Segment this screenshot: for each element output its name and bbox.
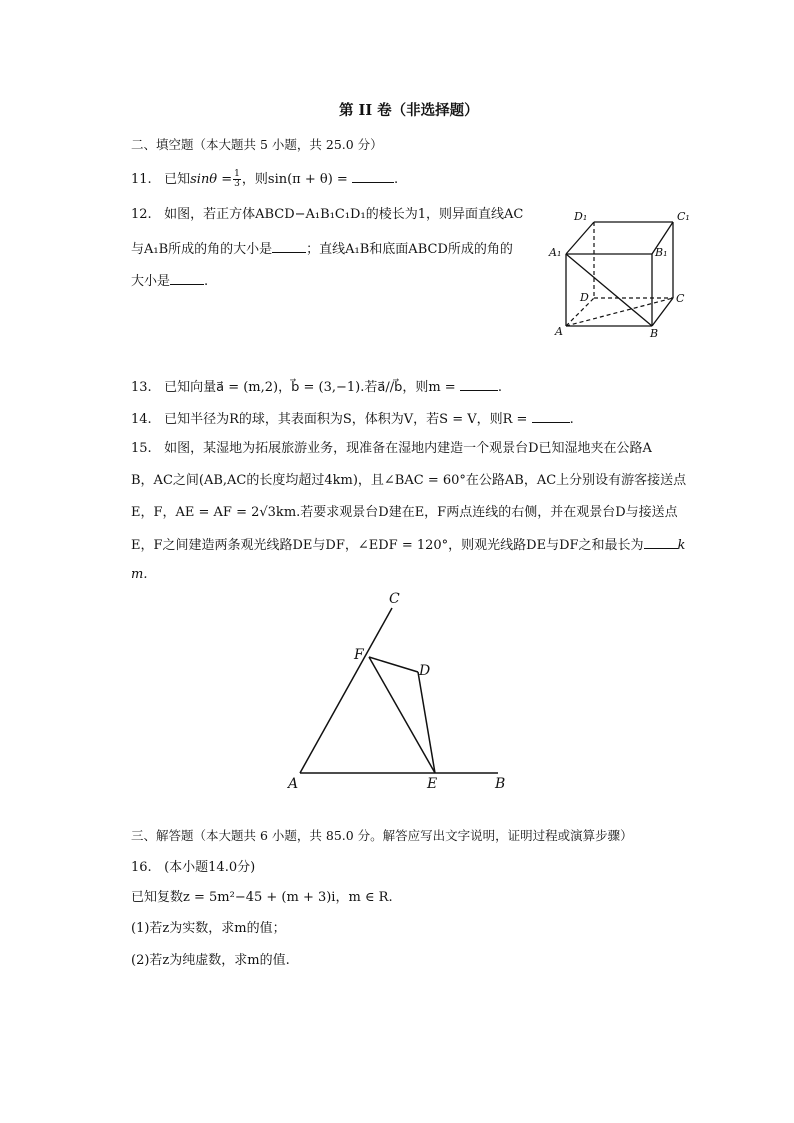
label-b1: B₁ (655, 246, 668, 259)
label-a: A (555, 325, 563, 338)
fig-label-d: D (419, 663, 431, 679)
q15-line4b: k (677, 538, 686, 553)
road-ac (300, 608, 392, 773)
question-15-line4 (131, 536, 685, 554)
label-d: D (580, 291, 589, 304)
q15-line5: m. (131, 567, 148, 582)
q14-answer-blank[interactable] (532, 410, 570, 423)
label-d1: D₁ (574, 210, 588, 223)
q16-part1: (1)若z为实数，求m的值； (131, 921, 286, 936)
fig-label-c: C (389, 591, 400, 607)
q11-number: 11. (131, 172, 152, 187)
q15-line4a: E，F之间建造两条观光线路DE与DF，∠EDF = 120°，则观光线路DE与DF之和最长为 (131, 538, 644, 553)
q12-line2b: ；直线A₁B和底面ABCD所成的角的 (306, 242, 513, 257)
q14-text: 已知半径为R的球，其表面积为S，体积为V，若S = V，则R = (164, 412, 528, 427)
label-c: C (676, 292, 685, 305)
question-14 (131, 410, 574, 428)
q15-line3: E，F，AE = AF = 2√3km.若要求观景台D建在E，F两点连线的右侧，并在观景台D与接送点 (131, 505, 678, 520)
q12-line2a: 与A₁B所成的角的大小是 (131, 242, 273, 257)
q15-line1: 如图，某湿地为拓展旅游业务，现准备在湿地内建造一个观景台D已知湿地夹在公路A (164, 441, 652, 456)
q12-line3b: . (204, 274, 209, 289)
page-title: 第 II 卷（非选择题） (339, 102, 479, 119)
fig-label-f: F (354, 647, 364, 663)
q11-frac-num: 1 (234, 169, 240, 179)
q11-pre: 已知 (164, 172, 191, 187)
q13-end: . (497, 380, 502, 395)
label-a1: A₁ (549, 246, 562, 259)
q16-number: 16. (131, 860, 152, 875)
q12-line1: 如图，若正方体ABCD−A₁B₁C₁D₁的棱长为1，则异面直线AC (164, 207, 524, 222)
q16-stem: 已知复数z = 5m²−45 + (m + 3)i，m ∈ R. (131, 890, 393, 905)
q15-number: 15. (131, 441, 152, 456)
q13-number: 13. (131, 380, 152, 395)
cube-figure (540, 204, 700, 344)
edge-a1-d1 (566, 222, 594, 254)
wetland-figure (280, 585, 520, 800)
q16-score: (本小题14.0分) (164, 860, 256, 875)
q11-answer-blank[interactable] (352, 170, 394, 183)
q13-pre: 已知向量 (164, 380, 217, 395)
q15-line2: B，AC之间(AB,AC的长度均超过4km)，且∠BAC = 60°在公路AB，AC上分别设有游客接送点 (131, 473, 687, 488)
fig-label-e: E (427, 776, 438, 792)
q11-frac-den: 3 (234, 179, 240, 189)
q11-fraction (233, 170, 241, 189)
question-12-line2 (131, 240, 513, 258)
q13-answer-blank[interactable] (460, 378, 498, 391)
q15-answer-blank[interactable] (644, 536, 678, 549)
q13-expr: a⃗ = (m,2)，b⃗ = (3,−1).若a⃗//b⃗，则m = (216, 380, 456, 395)
question-12-line3 (131, 272, 208, 290)
q16-part2: (2)若z为纯虚数，求m的值. (131, 953, 290, 968)
question-12-line1 (131, 207, 523, 223)
question-11 (131, 170, 398, 189)
question-15-line1 (131, 441, 652, 457)
question-16-header (131, 860, 255, 876)
q14-number: 14. (131, 412, 152, 427)
q12-answer-blank-2[interactable] (170, 272, 204, 285)
question-13 (131, 378, 502, 396)
q11-mid: ，则sin(π + θ) = (241, 172, 348, 187)
q14-end: . (569, 412, 574, 427)
q12-line3a: 大小是 (131, 274, 171, 289)
section-fill-header: 二、填空题（本大题共 5 小题，共 25.0 分） (131, 137, 383, 152)
section-answer-header: 三、解答题（本大题共 6 小题，共 85.0 分。解答应写出文字说明，证明过程或演算步骤） (131, 828, 633, 843)
q12-answer-blank-1[interactable] (272, 240, 306, 253)
fig-label-a: A (288, 776, 299, 792)
label-b: B (650, 327, 659, 340)
q12-number: 12. (131, 207, 152, 222)
fig-label-b: B (495, 776, 506, 792)
label-c1: C₁ (677, 210, 690, 223)
q11-end: . (393, 172, 399, 187)
q11-sin: sinθ = (190, 172, 233, 187)
